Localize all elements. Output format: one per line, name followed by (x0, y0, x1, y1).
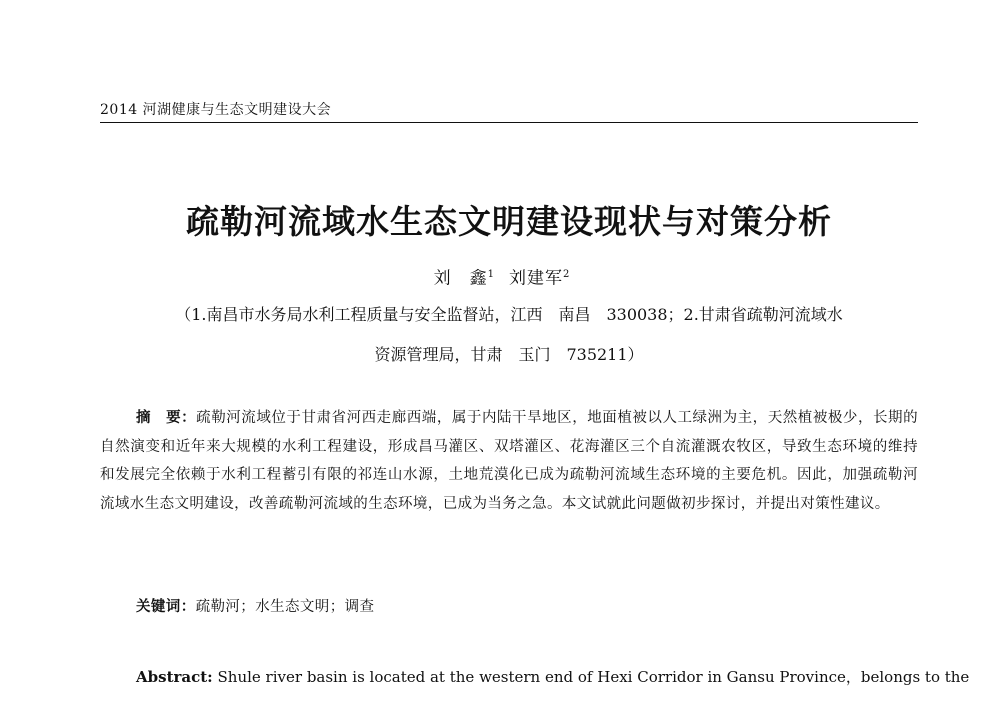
keywords-label: 关键词： (136, 598, 196, 615)
keywords-text: 疏勒河；水生态文明；调查 (195, 599, 375, 615)
abstract-text: 疏勒河流域位于甘肃省河西走廊西端，属于内陆干旱地区，地面植被以人工绿洲为主，天然植被极少，长期的自然演变和近年来大规模的水利工程建设，形成昌马灌区、双塔灌区、花海灌区三个自流灌溉农牧区，导致生态环境的维持和发展完全依赖于水利工程蓄引有限的祁连山水源，土地荒漠化已成为疏勒河流域生态环境的主要危机。因此，加强疏勒河流域水生态文明建设，改善疏勒河流域的生态环境，已成为当务之急。本文试就此问题做初步探讨，并提出对策性建议。 (100, 410, 918, 512)
english-abstract-label: Abstract: (136, 668, 213, 686)
running-header: 2014 河湖健康与生态文明建设大会 (100, 102, 332, 118)
header-rule (100, 122, 918, 123)
english-abstract-text: Shule river basin is located at the western end of Hexi Corridor in Gansu Province，belongs to the (217, 668, 970, 686)
affiliation-line-1: （1.南昌市水务局水利工程质量与安全监督站，江西 南昌 330038；2.甘肃省疏勒河流域水 (175, 305, 843, 324)
keywords-line (136, 596, 918, 618)
paper-title: 疏勒河流域水生态文明建设现状与对策分析 (186, 202, 832, 241)
abstract-paragraph (100, 404, 918, 518)
abstract-label: 摘 要： (136, 409, 197, 426)
affiliation-line-2: 资源管理局，甘肃 玉门 735211） (374, 345, 644, 364)
author-name: 刘 鑫 (433, 268, 488, 289)
author-affiliation-mark: 2 (563, 269, 571, 280)
author-list (100, 264, 918, 290)
author-name: 刘建军 (509, 268, 563, 289)
english-abstract (136, 667, 970, 687)
author-affiliation-mark: 1 (487, 269, 495, 280)
